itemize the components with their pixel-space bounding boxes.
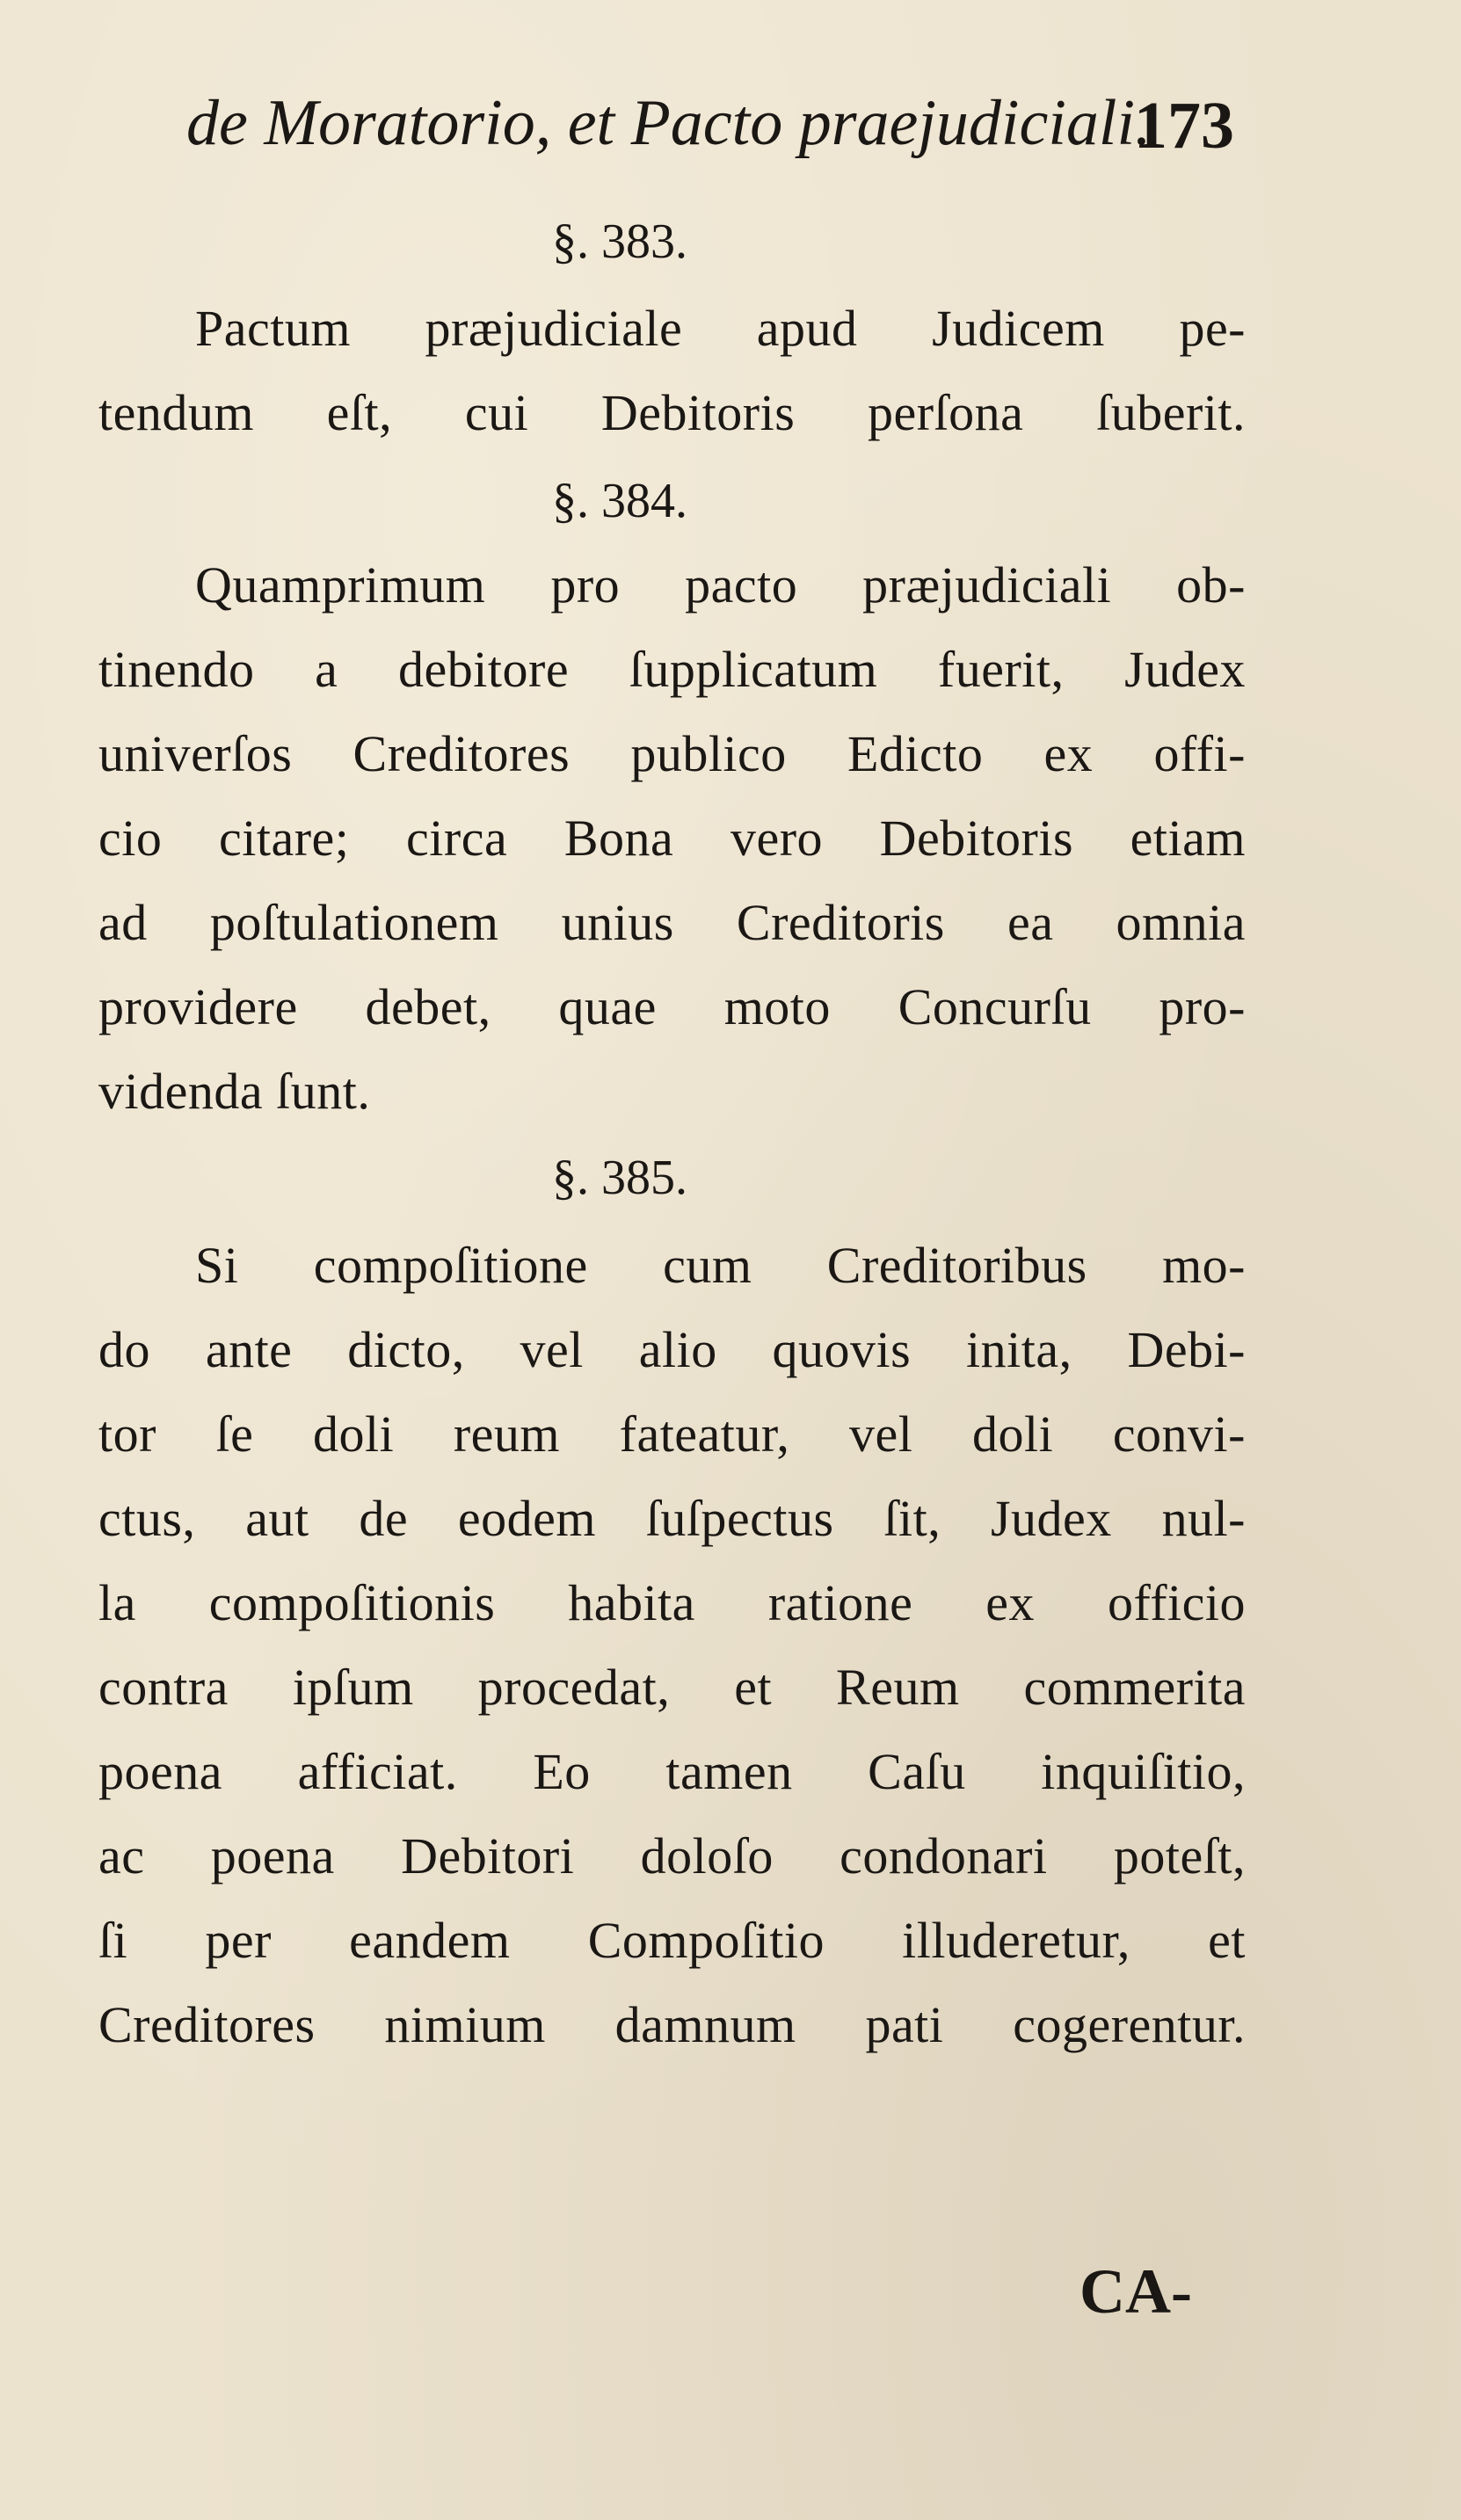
section-384-text [98,543,1246,1134]
page-number: 173 [1134,89,1234,163]
text-line: Creditores nimium damnum pati cogerentur. [98,1996,1246,2053]
text-line: Si compoſitione cum Creditoribus mo- [195,1237,1246,1294]
text-line: ad poſtulationem unius Creditoris ea omnia [98,894,1246,951]
text-line: tinendo a debitore ſupplicatum fuerit, Judex [98,641,1246,698]
running-head: de Moratorio, et Pacto praejudiciali. [186,87,1152,159]
text-line: tor ſe doli reum fateatur, vel doli convi- [98,1405,1246,1463]
text-line: univerſos Creditores publico Edicto ex offi- [98,725,1246,782]
text-line: contra ipſum procedat, et Reum commerita [98,1659,1246,1716]
text-line: poena afficiat. Eo tamen Caſu inquiſitio, [98,1743,1246,1800]
page-header [0,0,1461,176]
text-line: ctus, aut de eodem ſuſpectus ſit, Judex nul- [98,1490,1246,1547]
section-number-384: §. 384. [552,474,687,528]
text-line: providere debet, quae moto Concurſu pro- [98,978,1246,1035]
text-line: videnda ſunt. [98,1063,371,1120]
text-line: ac poena Debitori doloſo condonari poteſt, [98,1827,1246,1885]
section-number-383: §. 383. [552,214,687,269]
section-383-text [98,287,1246,455]
text-line: la compoſitionis habita ratione ex officio [98,1574,1246,1631]
catchword: CA- [1079,2256,1192,2327]
text-line: ſi per eandem Compoſitio illuderetur, et [98,1912,1246,1969]
text-line: cio citare; circa Bona vero Debitoris etiam [98,810,1246,867]
section-number-385: §. 385. [552,1151,687,1205]
text-line: Quamprimum pro pacto præjudiciali ob- [195,556,1246,614]
text-line: Pactum præjudiciale apud Judicem pe- [195,300,1246,357]
text-line: do ante dicto, vel alio quovis inita, Debi- [98,1321,1246,1378]
text-line: tendum eſt, cui Debitoris perſona ſuberit. [98,384,1246,441]
section-385-text [98,1224,1246,2067]
